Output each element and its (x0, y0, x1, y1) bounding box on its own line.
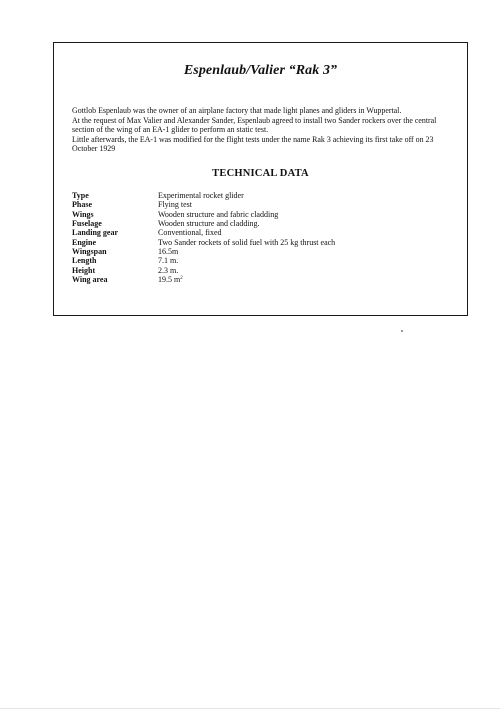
intro-paragraph: At the request of Max Valier and Alexander Sander, Espenlaub agreed to install two Sander rockers over the central section of the wing of an EA-1 glider to perform an static test. (72, 115, 437, 135)
spec-label: Type (72, 191, 89, 200)
spec-value: Experimental rocket glider (158, 191, 244, 200)
spec-label: Height (72, 265, 96, 275)
scan-speck (401, 330, 403, 332)
spec-value-text: 19.5 m (158, 275, 181, 285)
spec-label: Wings (72, 209, 94, 219)
spec-row-length (72, 256, 335, 265)
superscript: 2 (180, 276, 183, 282)
spec-value: 7.1 m. (158, 256, 179, 266)
spec-label: Engine (72, 237, 97, 247)
spec-value: Two Sander rockets of solid fuel with 25 kg thrust each (158, 237, 336, 247)
technical-data-table (72, 191, 335, 284)
spec-row-engine (72, 238, 335, 247)
spec-label: Wing area (72, 275, 108, 285)
spec-value: 2.3 m. (158, 265, 179, 275)
document-frame (53, 42, 468, 316)
spec-row-wings (72, 210, 335, 219)
spec-label: Landing gear (72, 228, 119, 238)
spec-row-fuselage (72, 219, 335, 228)
spec-value (158, 275, 335, 284)
spec-row-wing-area (72, 275, 335, 284)
spec-value: Wooden structure and cladding. (158, 219, 260, 229)
spec-row-phase (72, 200, 335, 209)
spec-row-height (72, 266, 335, 275)
spec-label: Wingspan (72, 247, 107, 257)
technical-data-heading: TECHNICAL DATA (212, 168, 309, 179)
document-title: Espenlaub/Valier “Rak 3” (183, 63, 338, 78)
spec-label: Phase (72, 200, 92, 210)
spec-row-wingspan (72, 247, 335, 256)
scan-edge-line (0, 708, 500, 709)
spec-value: Wooden structure and fabric cladding (158, 209, 279, 219)
intro-text (72, 106, 455, 154)
spec-row-type (72, 191, 335, 200)
spec-label: Fuselage (72, 219, 102, 229)
spec-row-landing-gear (72, 228, 335, 237)
spec-label: Length (72, 256, 97, 266)
intro-paragraph: Little afterwards, the EA-1 was modified for the flight tests under the name Rak 3 achieving its first take off on 23 October 1929 (72, 134, 434, 154)
spec-value: Conventional, fixed (158, 228, 222, 238)
spec-value: 16.5m (158, 247, 179, 257)
intro-paragraph: Gottlob Espenlaub was the owner of an airplane factory that made light planes and gliders in Wuppertal. (72, 106, 402, 115)
spec-value: Flying test (158, 200, 193, 210)
